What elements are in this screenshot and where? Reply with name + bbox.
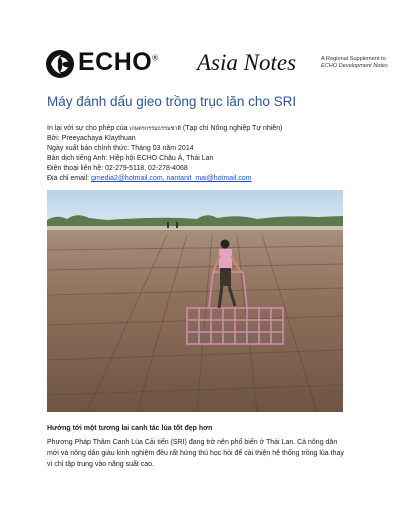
brand-subtitle: Asia Notes <box>197 50 297 75</box>
email-link[interactable]: gmedia2@hotmail.com, nantanit_mai@hotmail.com <box>90 175 252 182</box>
brand-name: ECHO® <box>78 48 159 76</box>
tagline-line-2: ECHO Development Notes <box>321 63 388 69</box>
phone: Điện thoại liên hệ: 02-279-5118, 02-278-4068 <box>47 165 188 172</box>
section-heading: Hướng tới một tương lai canh tác lúa tốt đẹp hơn <box>47 425 213 432</box>
author: Bởi: Preeyachaya Klaythuan <box>47 135 136 142</box>
article-meta <box>47 124 282 184</box>
echo-globe-logo-icon <box>45 49 75 79</box>
registered-mark: ® <box>152 53 159 63</box>
thai-source: เกษตรกรรมธรรมชาติ <box>129 126 181 132</box>
tagline-line-1: A Regional Supplement to <box>321 56 386 62</box>
publish-date: Ngày xuất bản chính thức: Tháng 03 năm 2014 <box>47 145 194 152</box>
page-header <box>45 47 388 81</box>
tagline <box>321 56 400 70</box>
page-title: Máy đánh dấu gieo trồng trục lăn cho SRI <box>47 94 297 109</box>
email-line: Địa chỉ email: gmedia2@hotmail.com, nantanit_mai@hotmail.com <box>47 175 252 182</box>
section-paragraph: Phương Pháp Thâm Canh Lúa Cải tiến (SRI) đang trở nên phổ biến ở Thái Lan. Cả nông dân mới và nông dân giàu kinh nghiệm đều rất hứng thú học hỏi để cải thiện hệ thống trồng lúa thay vì chỉ tập trung vào năng suất cao. <box>47 439 344 468</box>
field-photo <box>47 190 343 412</box>
reprint-line: In lại với sự cho phép của เกษตรกรรมธรรมชาติ (Tạp chí Nông nghiệp Tự nhiên) <box>47 125 283 132</box>
translation-credit: Bản dịch tiếng Anh: Hiệp hội ECHO Châu Á, Thái Lan <box>47 155 214 162</box>
